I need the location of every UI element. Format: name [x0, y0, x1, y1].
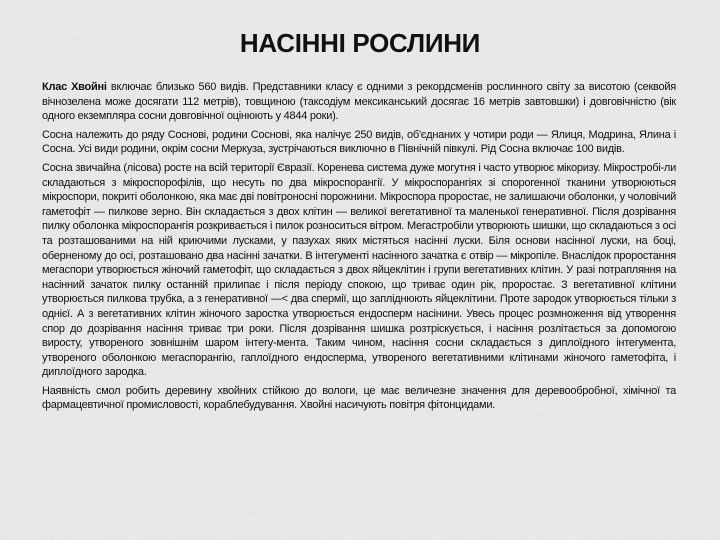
document-body [42, 80, 676, 417]
paragraph-conifers [42, 80, 676, 124]
paragraph-scots-pine: Сосна звичайна (лісова) росте на всій території Євразії. Коренева система дуже могутня і часто утворює мікоризу. Мікростробі-ли складаються з мікроспорофілів, що несуть по два мікроспорангії. У мікроспорангіях зі спорогенної тканини утворюються мікроспори, покриті оболонкою, яка має дві повітроносні порожнини. Мікроспора проростає, не залишаючи оболонки, у чоловічий гаметофіт — пилкове зерно. Він складається з двох клітин — великої вегетативної та маленької генеративної. Після дозрівання пилку оболонка мікроспорангія розкривається і пилок розноситься вітром. Мегастробіли утворюють шишки, що складаються з осі та розташованими на ній криючими лусками, у пазухах яких містяться насінні луски. Біля основи насінної луски, на боці, оберненому до осі, розташовано два насінні зачатки. В інтегументі насінного зачатка є отвір — мікропіле. Внаслідок проростання мегаспори утворюється жіночий гаметофіт, що складається з двох яйцеклітин і групи вегетативних клітин. У разі потрапляння на насінний зачаток пилку останній прилипає і після періоду спокою, що триває один рік, проростає. З вегетативної клітини утворюється пилкова трубка, а з генеративної —< два спермії, що запліднюють яйцеклітини. Проте зародок утворюється тільки з однієї. А з вегетативних клітин жіночого заростка утворюється ендосперм насінини. Увесь процес розмноження від утворення спор до дозрівання насіння триває три роки. Після дозрівання шишка розтріскується, і насіння розлітається за допомогою виросту, утвореного зовнішнім шаром інтегу-мента. Таким чином, насіння сосни складається з диплоїдного інтегумента, утвореного оболонкою мегаспорангію, гаплоїдного ендосперма, утвореного вегетативними клітинами жіночого гаметофіта, і диплоїдного зародка. [42, 161, 676, 379]
paragraph-pine-family: Сосна належить до ряду Соснові, родини Соснові, яка налічує 250 видів, об'єднаних у чотири роди — Ялиця, Модрина, Ялина і Сосна. Усі види родини, окрім сосни Меркуза, зустрічаються виключно в Північній півкулі. Рід Сосна включає 100 видів. [42, 128, 676, 156]
page-title: НАСІННІ РОСЛИНИ [239, 28, 481, 58]
paragraph-resin: Наявність смол робить деревину хвойних стійкою до вологи, це має величезне значення для деревообробної, хімічної та фармацевтичної промисловості, кораблебудування. Хвойні насичують повітря фітонцидами. [42, 384, 676, 412]
paragraph-text: включає близько 560 видів. Представники класу є одними з рекордсменів рослинного світу за висотою (секвойя вічнозелена може досягати 112 метрів), товщиною (таксодіум мексиканський досягає 16 метрів завтовшки) і довговічністю (вік одного екземпляра сосни довговічної оцінюють у 4844 роки). [42, 81, 676, 123]
paragraph-lead: Клас Хвойні [42, 81, 107, 93]
